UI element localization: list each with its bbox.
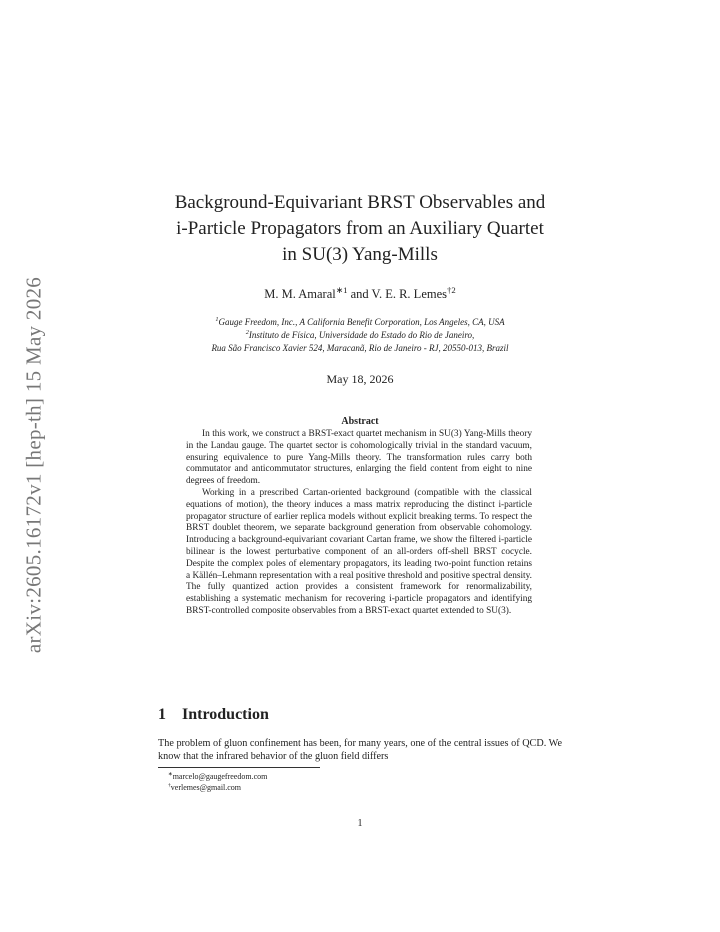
title-line-3: in SU(3) Yang-Mills [282, 244, 438, 265]
affiliation-1-text: Gauge Freedom, Inc., A California Benefit Corporation, Los Angeles, CA, USA [218, 317, 505, 327]
affiliation-2-mark: 2 [245, 329, 249, 336]
footnote-1 [168, 771, 267, 782]
footnote-2-text: verlemes@gmail.com [170, 783, 242, 792]
page-number: 1 [357, 818, 363, 829]
arxiv-id-text: arXiv:2605.16172v1 [hep-th] 15 May 2026 [21, 276, 46, 654]
footnotes [168, 771, 267, 793]
author-2-name: V. E. R. Lemes [371, 287, 448, 301]
footnote-rule [158, 767, 320, 768]
section-number: 1 [158, 706, 166, 723]
author-list [140, 284, 580, 302]
affiliation-2-line-1: Instituto de Física, Universidade do Estado do Rio de Janeiro, [248, 330, 475, 340]
arxiv-identifier [14, 250, 54, 680]
footnote-1-text: marcelo@gaugefreedom.com [172, 772, 268, 781]
footnote-2-mark: † [168, 782, 171, 789]
paper-date: May 18, 2026 [326, 372, 394, 386]
title-line-1: Background-Equivariant BRST Observables and [174, 192, 546, 213]
affiliation-1-mark: 1 [215, 316, 219, 323]
author-1-name: M. M. Amaral [264, 287, 336, 301]
section-title: Introduction [182, 706, 269, 723]
title-line-2: i-Particle Propagators from an Auxiliary Quartet [176, 218, 544, 239]
affiliation-2-line-2: Rua São Francisco Xavier 524, Maracanã, Rio de Janeiro - RJ, 20550-013, Brazil [211, 343, 509, 353]
footnote-1-mark: ∗ [168, 771, 173, 778]
affiliation-2 [120, 329, 600, 342]
abstract-body [186, 429, 532, 618]
abstract-paragraph-2: Working in a prescribed Cartan-oriented background (compatible with the classical equations of motion), the theory induces a mass matrix reproducing the distinct i-particle propagator structure of earlier replica models without explicit breaking terms. To respect the BRST doublet theorem, we separate background generation from observable cohomology. Introducing a background-equivariant covariant Cartan frame, we show the filtered i-particle bilinear is the lowest perturbative component of an all-orders off-shell BRST cocycle. Despite the complex poles of elementary propagators, its leading two-point function retains a Källén–Lehmann representation with a real positive threshold and positive spectral density. The fully quantized action provides a consistent framework for renormalizability, establishing a systematic mechanism for recovering i-particle propagators and identifying BRST-controlled composite observables from a BRST-exact quartet extended to SU(3). [186, 487, 532, 616]
affiliations [120, 316, 600, 355]
author-conjunction: and [347, 287, 372, 301]
author-1-mark: ∗1 [335, 284, 348, 295]
abstract-paragraph-1: In this work, we construct a BRST-exact quartet mechanism in SU(3) Yang-Mills theory in the Landau gauge. The quartet sector is cohomologically trivial in the standard vacuum, ensuring equivalence to pure Yang-Mills theory. The transformation rules carry both commutator and anticommutator structures, enlarging the field content from eight to nine degrees of freedom. [186, 429, 532, 487]
footnote-2 [168, 782, 267, 793]
paper-title [140, 190, 580, 268]
abstract-heading: Abstract [341, 416, 379, 427]
section-heading [158, 706, 269, 724]
author-2-mark: †2 [447, 284, 456, 295]
intro-paragraph: The problem of gluon confinement has been, for many years, one of the central issues of QCD. We know that the infrared behavior of the gluon field differs [158, 738, 562, 762]
affiliation-1 [120, 316, 600, 329]
